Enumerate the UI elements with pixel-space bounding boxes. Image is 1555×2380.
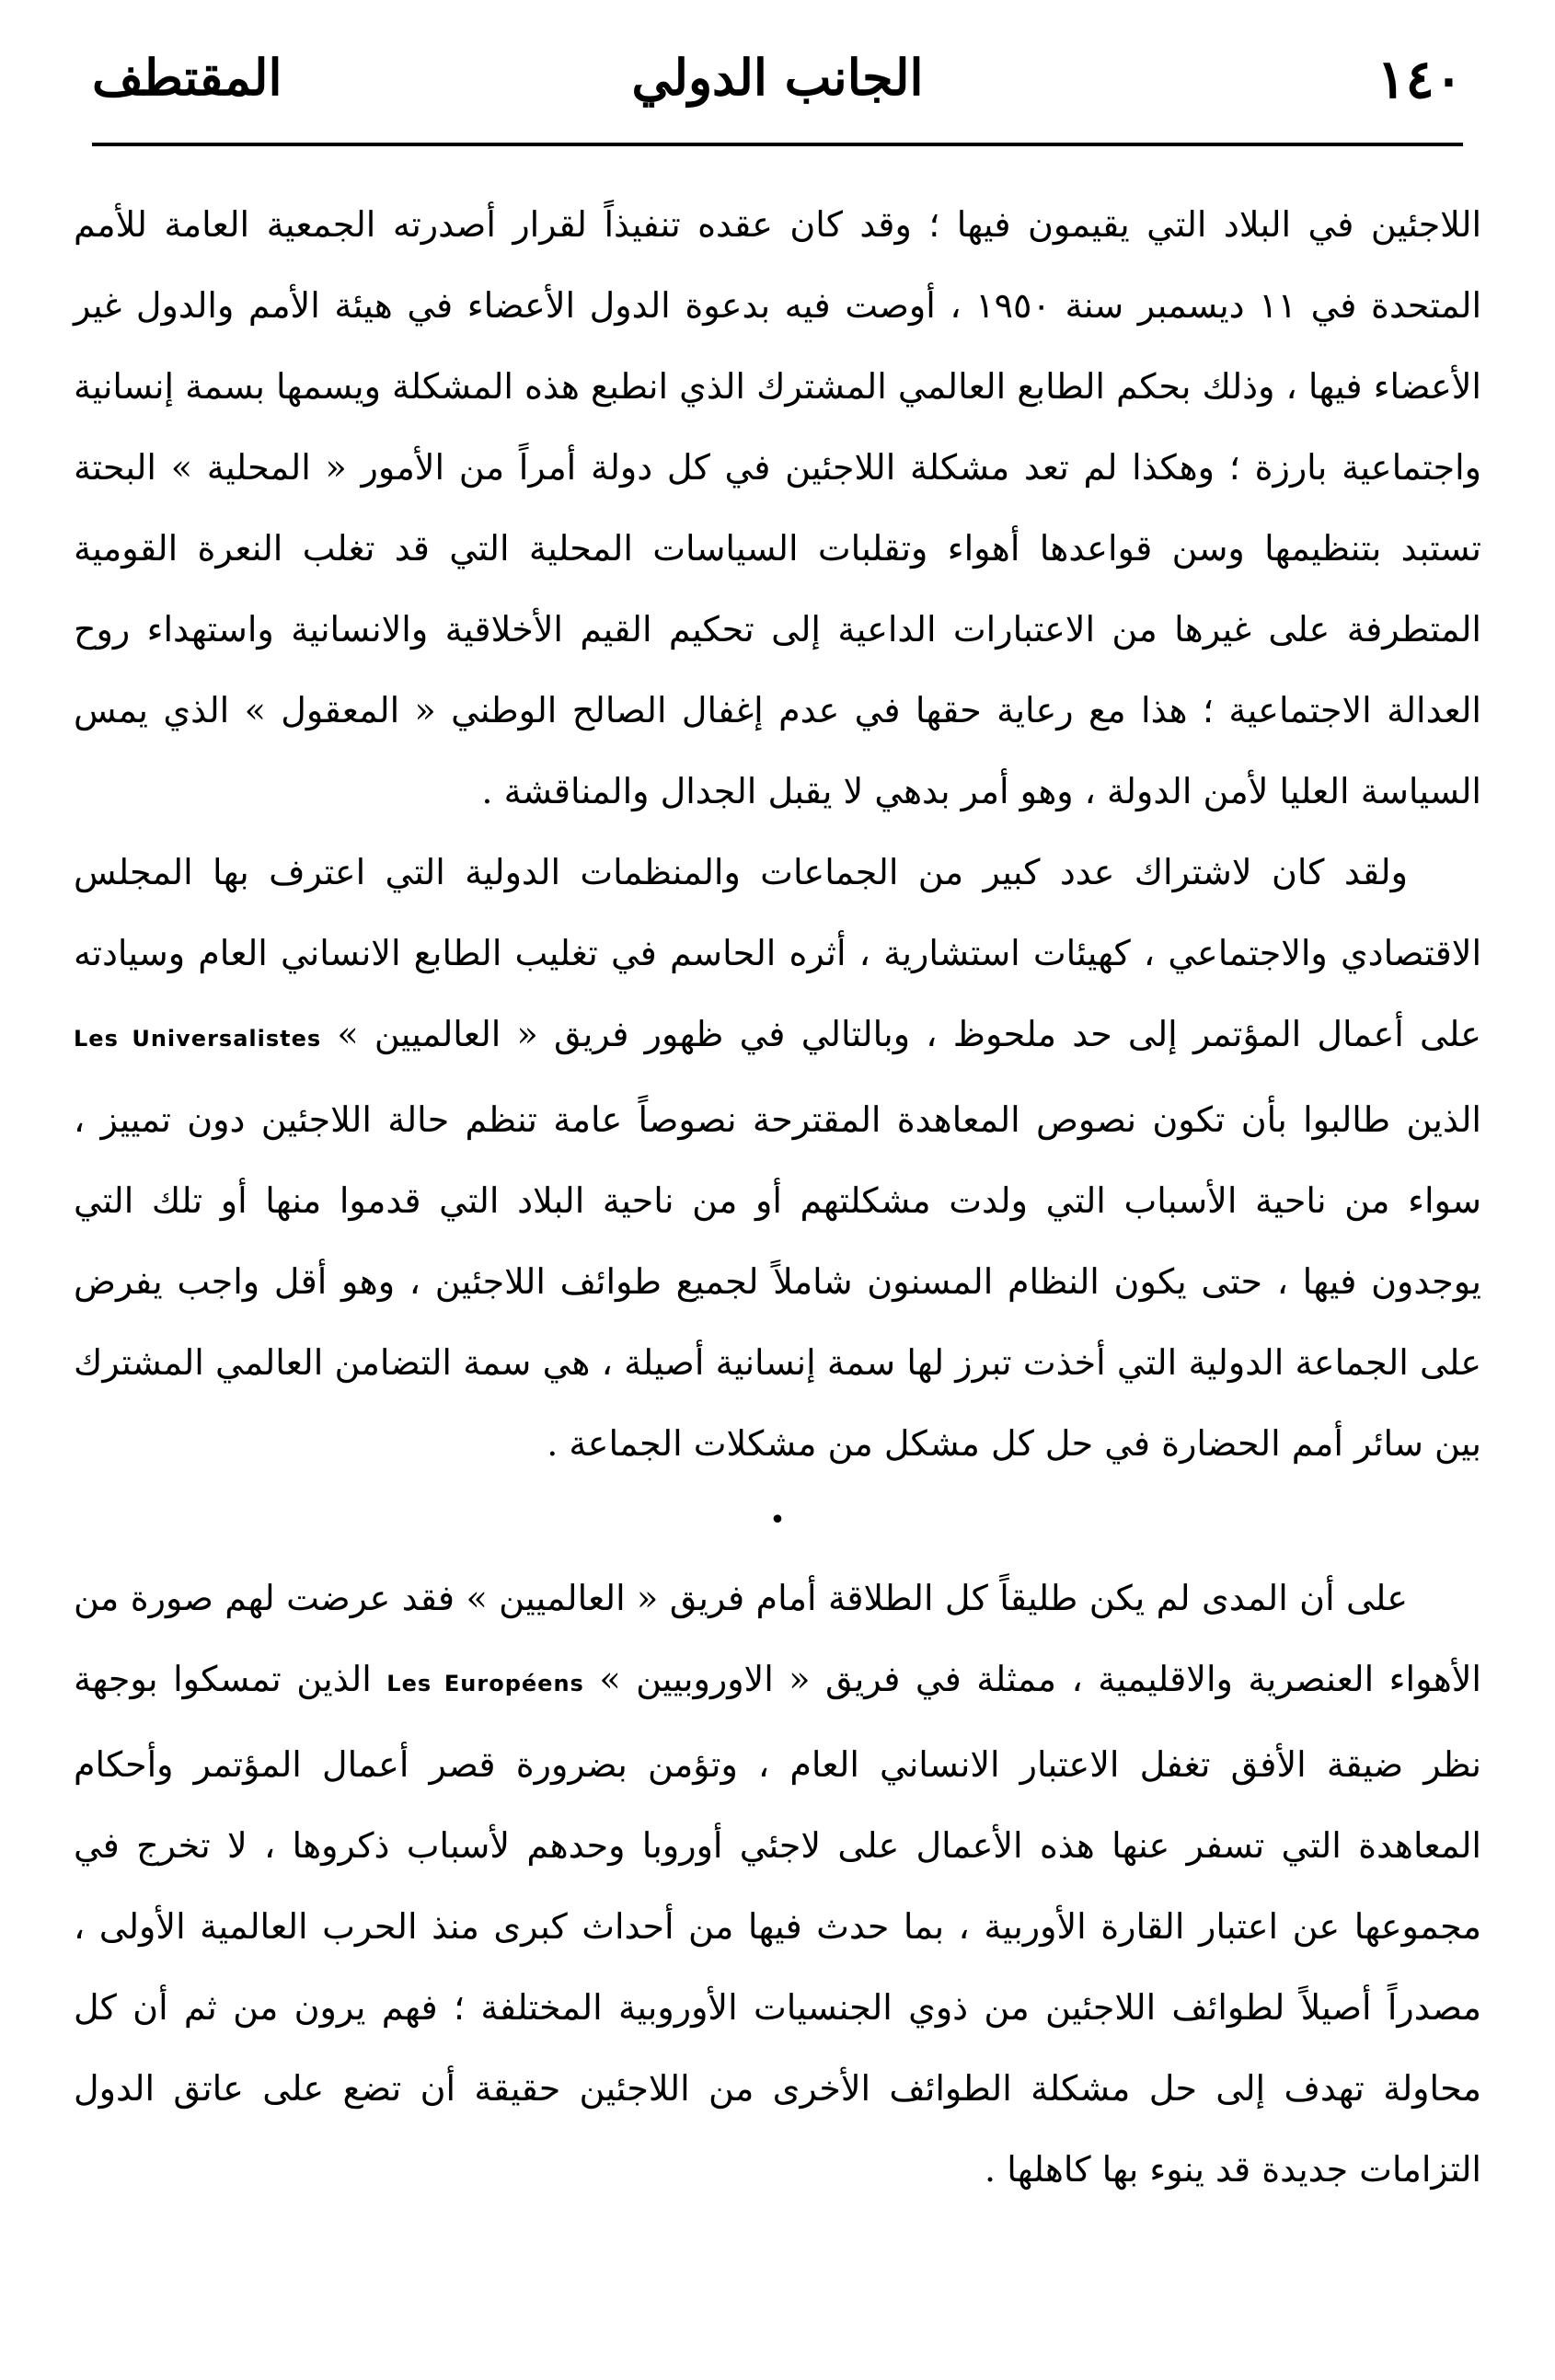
section-separator: • [769, 1504, 786, 1536]
paragraph-1-text: اللاجئين في البلاد التي يقيمون فيها ؛ وقد كان عقده تنفيذاً لقرار أصدرته الجمعية العامة للأمم المتحدة في ١١ ديسمبر سنة ١٩٥٠ ، أوصت فيه بدعوة الدول الأعضاء في هيئة الأمم والدول غير الأعضاء فيها ، وذلك بحكم الطابع العالمي المشترك الذي انطبع هذه المشكلة ويسمها بسمة إنسانية واجتماعية بارزة ؛ وهكذا لم تعد مشكلة اللاجئين في كل دولة أمراً من الأمور « المحلية » البحتة تستبد بتنظيمها وسن قواعدها أهواء وتقلبات السياسات المحلية التي قد تغلب النعرة القومية المتطرفة على غيرها من الاعتبارات الداعية إلى تحكيم القيم الأخلاقية والانسانية واستهداء روح العدالة الاجتماعية ؛ هذا مع رعاية حقها في عدم إغفال الصالح الوطني « المعقول » الذي يمس السياسة العليا لأمن الدولة ، وهو أمر بدهي لا يقبل الجدال والمناقشة . [74, 204, 1482, 811]
latin-term-europeens: Les Européens [386, 1671, 584, 1696]
page-header [92, 39, 1463, 121]
article-body [74, 184, 1481, 2210]
latin-term-universalistes: Les Universalistes [74, 1026, 322, 1052]
paragraph-3-text-after: الذين تمسكوا بوجهة نظر ضيقة الأفق تغفل الاعتبار الانساني العام ، وتؤمن بضرورة قصر أعمال المؤتمر وأحكام المعاهدة التي تسفر عنها هذه الأعمال على لاجئي أوروبا وحدهم لأسباب ذكروها ، لا تخرج في مجموعها عن اعتبار القارة الأوربية ، بما حدث فيها من أحداث كبرى منذ الحرب العالمية الأولى ، مصدراً أصيلاً لطوائف اللاجئين من ذوي الجنسيات الأوروبية المختلفة ؛ فهم يرون من ثم أن كل محاولة تهدف إلى حل مشكلة الطوائف الأخرى من اللاجئين حقيقة أن تضع على عاتق الدول التزامات جديدة قد ينوء بها كاهلها . [74, 1659, 1481, 2190]
paragraph-2-text-after: الذين طالبوا بأن تكون نصوص المعاهدة المقترحة نصوصاً عامة تنظم حالة اللاجئين دون تمييز ، سواء من ناحية الأسباب التي ولدت مشكلتهم أو من ناحية البلاد التي قدموا منها أو تلك التي يوجدون فيها ، حتى يكون النظام المسنون شاملاً لجميع طوائف اللاجئين ، وهو أقل واجب يفرض على الجماعة الدولية التي أخذت تبرز لها سمة إنسانية أصيلة ، هي سمة التضامن العالمي المشترك بين سائر أمم الحضارة في حل كل مشكل من مشكلات الجماعة . [74, 1099, 1481, 1464]
section-title: الجانب الدولي [631, 48, 924, 107]
paragraph-2 [74, 832, 1481, 1484]
header-rule [92, 143, 1463, 146]
paragraph-1 [74, 184, 1481, 832]
paragraph-3-text-before: على أن المدى لم يكن طليقاً كل الطلاقة أمام فريق « العالميين » فقد عرضت لهم صورة من الأهواء العنصرية والاقليمية ، ممثلة في فريق « الاوروبيين » [74, 1578, 1481, 1699]
paragraph-3 [74, 1558, 1481, 2210]
page-number: ١٤٠ [1376, 48, 1463, 110]
journal-name: المقتطف [92, 48, 282, 107]
paragraph-2-text-before: ولقد كان لاشتراك عدد كبير من الجماعات والمنظمات الدولية التي اعترف بها المجلس الاقتصادي والاجتماعي ، كهيئات استشارية ، أثره الحاسم في تغليب الطابع الانساني العام وسيادته على أعمال المؤتمر إلى حد ملحوظ ، وبالتالي في ظهور فريق « العالميين » [74, 852, 1481, 1054]
